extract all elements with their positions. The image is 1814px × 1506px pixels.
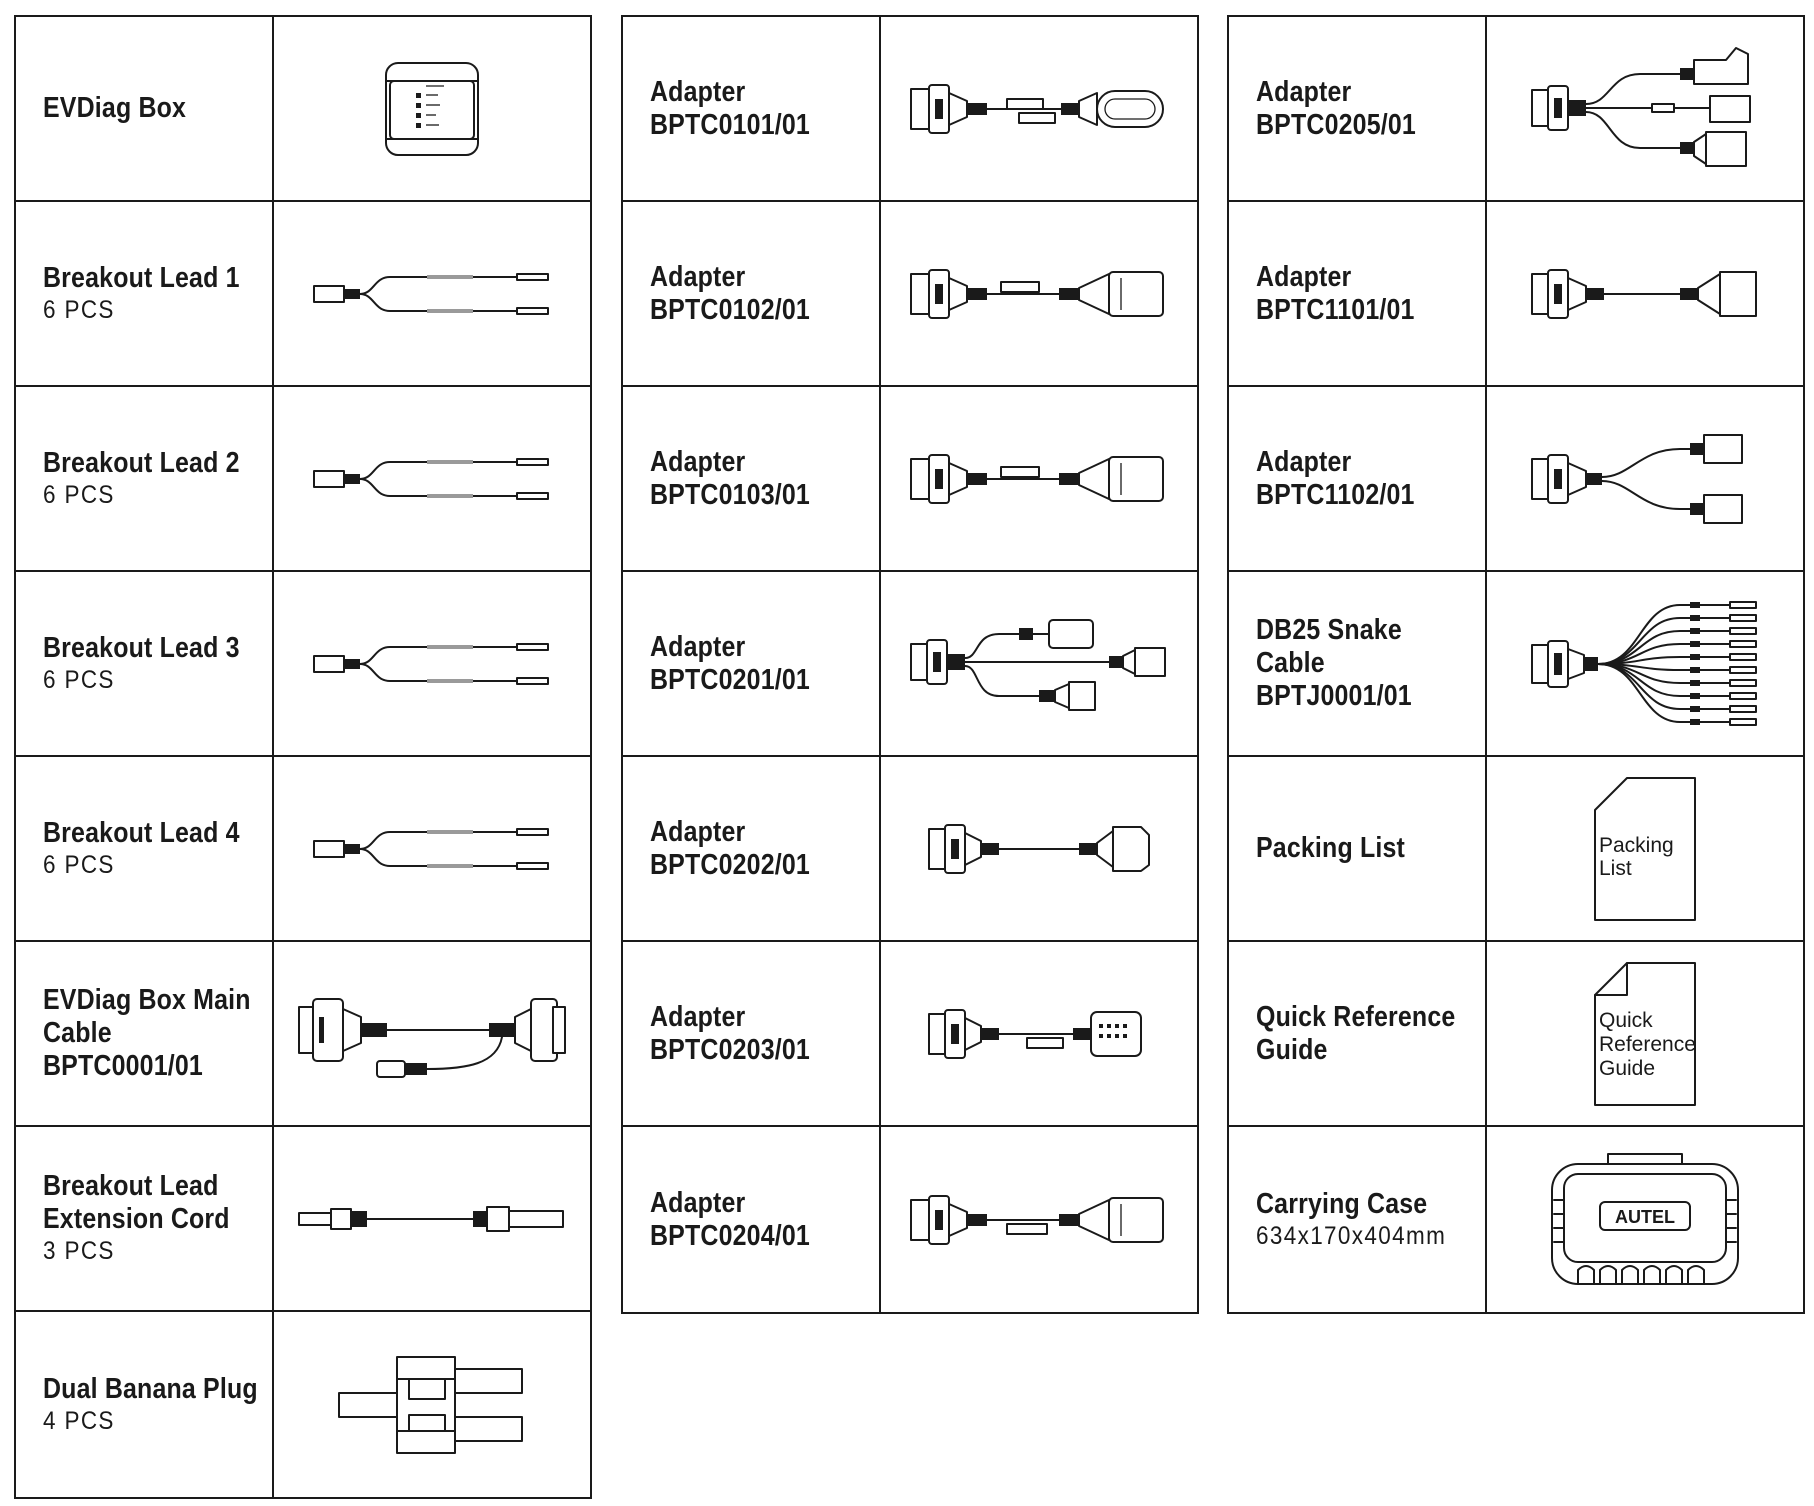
item-name: Carrying Case [1256, 1187, 1428, 1220]
item-label [16, 17, 274, 200]
item-name: Extension Cord [43, 1203, 230, 1235]
item-name: BPTC0203/01 [650, 1033, 810, 1066]
item-label [623, 202, 881, 385]
quick-reference-document-icon [1593, 961, 1697, 1107]
item-row [623, 572, 1197, 757]
adapter-illustration [1487, 17, 1803, 200]
adapter-cable-icon [909, 1180, 1169, 1260]
main-cable-illustration [274, 942, 590, 1125]
breakout-lead-icon [312, 454, 552, 504]
adapter-illustration [881, 757, 1197, 940]
adapter-cable-icon [909, 439, 1169, 519]
item-name: Adapter [1256, 75, 1352, 108]
item-name: Packing List [1256, 832, 1405, 864]
item-quantity: 6 PCS [43, 665, 115, 694]
item-name: Dual Banana Plug [43, 1372, 258, 1405]
adapter-square-icon [909, 994, 1169, 1074]
item-label [623, 572, 881, 755]
item-label [1229, 202, 1487, 385]
adapter-illustration [881, 1127, 1197, 1312]
item-label [16, 202, 274, 385]
item-quantity: 6 PCS [43, 480, 115, 509]
packing-list-doc-text: List [1599, 856, 1632, 880]
item-quantity: 6 PCS [43, 850, 115, 879]
adapter-straight-icon [1530, 254, 1760, 334]
item-name: BPTC0205/01 [1256, 108, 1416, 141]
item-name: Adapter [1256, 260, 1352, 293]
item-row [16, 1127, 590, 1312]
item-row [16, 1312, 590, 1497]
extension-cord-illustration [274, 1127, 590, 1310]
item-label [623, 942, 881, 1125]
quick-reference-doc-text: Reference [1599, 1032, 1696, 1056]
breakout-lead-icon [312, 269, 552, 319]
item-name: BPTJ0001/01 [1256, 680, 1412, 712]
carrying-case-illustration [1487, 1127, 1803, 1312]
item-name: Cable [43, 1017, 112, 1049]
adapter-illustration [881, 572, 1197, 755]
item-name: BPTC0201/01 [650, 663, 810, 696]
item-name: Breakout Lead 2 [43, 446, 240, 479]
packing-list-doc-text: Packing [1599, 833, 1674, 857]
item-name: Breakout Lead 4 [43, 816, 240, 849]
item-label [1229, 942, 1487, 1125]
item-name: BPTC1102/01 [1256, 478, 1415, 511]
item-label [16, 1127, 274, 1310]
item-label [623, 17, 881, 200]
adapter-cable-icon [909, 69, 1169, 149]
item-row [1229, 387, 1803, 572]
snake-cable-illustration [1487, 572, 1803, 755]
item-label [16, 387, 274, 570]
item-row [623, 757, 1197, 942]
adapter-illustration [881, 202, 1197, 385]
item-name: EVDiag Box [43, 92, 187, 124]
item-row [1229, 202, 1803, 387]
item-row [1229, 757, 1803, 942]
item-row [16, 387, 590, 572]
adapter-illustration [881, 387, 1197, 570]
item-label [1229, 572, 1487, 755]
item-name: Breakout Lead [43, 1170, 219, 1202]
item-row [16, 757, 590, 942]
parts-column-3 [1227, 15, 1805, 1314]
item-row [623, 17, 1197, 202]
item-name: DB25 Snake [1256, 614, 1402, 646]
main-cable-icon [297, 979, 567, 1089]
item-name: Breakout Lead 1 [43, 261, 240, 294]
item-name: BPTC0103/01 [650, 478, 810, 511]
item-row [623, 942, 1197, 1127]
item-label [16, 942, 274, 1125]
adapter-illustration [1487, 202, 1803, 385]
breakout-lead-illustration [274, 387, 590, 570]
item-name: BPTC0101/01 [650, 108, 810, 141]
item-name: Adapter [650, 75, 746, 108]
banana-plug-illustration [274, 1312, 590, 1497]
item-name: Adapter [650, 1000, 746, 1033]
quick-reference-doc-text: Guide [1599, 1056, 1656, 1080]
quick-reference-doc-text: Quick [1599, 1008, 1653, 1032]
item-name: EVDiag Box Main [43, 984, 251, 1016]
item-name: Adapter [650, 1186, 746, 1219]
adapter-triple-icon [909, 614, 1169, 714]
item-label [16, 757, 274, 940]
adapter-illustration [881, 942, 1197, 1125]
item-quantity: 634x170x404mm [1256, 1221, 1447, 1250]
adapter-y-icon [1530, 429, 1760, 529]
item-label [623, 757, 881, 940]
item-name: Cable [1256, 647, 1325, 679]
evdiag-box-illustration [274, 17, 590, 200]
parts-column-2 [621, 15, 1199, 1314]
adapter-cable-icon [909, 254, 1169, 334]
item-row [623, 1127, 1197, 1312]
carrying-case-icon [1550, 1152, 1740, 1288]
evdiag-box-icon [382, 59, 482, 159]
item-row [1229, 942, 1803, 1127]
item-name: Adapter [1256, 445, 1352, 478]
item-label [1229, 757, 1487, 940]
breakout-lead-icon [312, 824, 552, 874]
item-label [623, 387, 881, 570]
snake-cable-icon [1530, 599, 1760, 729]
breakout-lead-illustration [274, 572, 590, 755]
adapter-angled-icon [909, 809, 1169, 889]
item-row [623, 202, 1197, 387]
item-row [16, 942, 590, 1127]
case-logo-text: AUTEL [1615, 1206, 1675, 1227]
item-row [16, 17, 590, 202]
item-label [1229, 1127, 1487, 1312]
breakout-lead-icon [312, 639, 552, 689]
item-row [1229, 572, 1803, 757]
breakout-lead-illustration [274, 202, 590, 385]
adapter-illustration [1487, 387, 1803, 570]
packing-list-illustration [1487, 757, 1803, 940]
extension-cord-icon [297, 1199, 567, 1239]
item-name: Guide [1256, 1033, 1328, 1066]
item-row [1229, 17, 1803, 202]
item-name: BPTC0001/01 [43, 1050, 203, 1082]
item-quantity: 6 PCS [43, 295, 115, 324]
item-label [16, 572, 274, 755]
item-label [1229, 387, 1487, 570]
item-quantity: 3 PCS [43, 1237, 115, 1265]
item-name: Adapter [650, 815, 746, 848]
packing-list-document-icon [1593, 776, 1697, 922]
adapter-triple-icon [1530, 44, 1760, 174]
breakout-lead-illustration [274, 757, 590, 940]
item-label [16, 1312, 274, 1497]
item-label [1229, 17, 1487, 200]
item-name: BPTC1101/01 [1256, 293, 1415, 326]
item-name: Breakout Lead 3 [43, 631, 240, 664]
item-name: Quick Reference [1256, 1000, 1456, 1033]
item-row [1229, 1127, 1803, 1312]
quick-reference-illustration [1487, 942, 1803, 1125]
item-row [16, 202, 590, 387]
banana-plug-icon [337, 1355, 527, 1455]
item-name: BPTC0204/01 [650, 1219, 810, 1252]
item-name: BPTC0102/01 [650, 293, 810, 326]
item-quantity: 4 PCS [43, 1406, 115, 1435]
adapter-illustration [881, 17, 1197, 200]
item-name: Adapter [650, 260, 746, 293]
item-name: Adapter [650, 630, 746, 663]
item-label [623, 1127, 881, 1312]
item-row [623, 387, 1197, 572]
parts-column-1 [14, 15, 592, 1499]
item-name: Adapter [650, 445, 746, 478]
item-row [16, 572, 590, 757]
item-name: BPTC0202/01 [650, 848, 810, 881]
